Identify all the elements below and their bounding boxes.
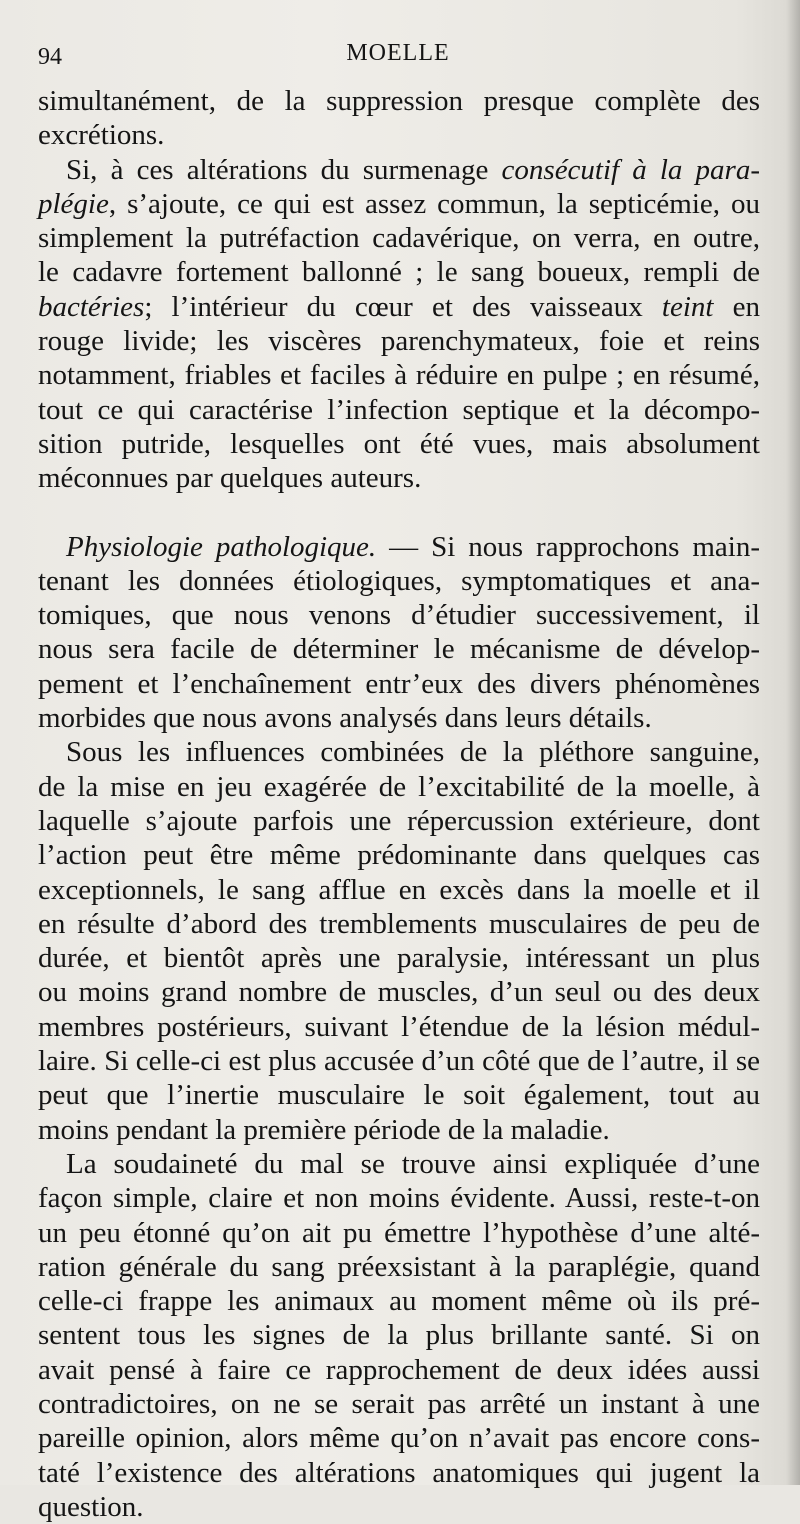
text-line: La soudaineté du mal se trouve ainsi expliquée d’une [66, 1147, 760, 1180]
page-edge-shadow [786, 0, 800, 1485]
paragraph-gap [38, 496, 760, 530]
text-run: — Si nous rapprochons main- [376, 530, 760, 563]
italic-run: teint [661, 290, 714, 323]
paragraph-5 [38, 1147, 760, 1524]
text-line: notamment, friables et faciles à réduire en pulpe ; en résumé, [38, 359, 760, 392]
text-line: contradictoires, on ne se serait pas arrêté un instant à une [38, 1387, 760, 1420]
italic-run: consécutif à la para- [501, 153, 760, 186]
text-line: sition putride, lesquelles ont été vues, mais absolument [38, 427, 760, 460]
italic-run: plégie [38, 187, 109, 220]
text-line: Sous les influences combinées de la pléthore sanguine, [66, 736, 760, 769]
text-line: taté l’existence des altérations anatomiques qui jugent la [38, 1456, 760, 1489]
text-line: laquelle s’ajoute parfois une répercussion extérieure, dont [38, 804, 760, 837]
text-run: en [713, 290, 760, 323]
text-line [38, 290, 760, 324]
page-header [38, 38, 758, 78]
text-run: , s’ajoute, ce qui est assez commun, la septicémie, ou [108, 187, 760, 220]
text-line: un peu étonné qu’on ait pu émettre l’hypothèse d’une alté- [38, 1216, 760, 1249]
text-line: ou moins grand nombre de muscles, d’un seul ou des deux [38, 976, 760, 1009]
text-line: sentent tous les signes de la plus brillante santé. Si on [38, 1319, 760, 1352]
text-line: tomiques, que nous venons d’étudier successivement, il [38, 599, 760, 632]
text-line: morbides que nous avons analysés dans leurs détails. [38, 702, 652, 735]
section-heading: Physiologie pathologique. [66, 530, 377, 563]
body-text [38, 84, 760, 1524]
text-line: le cadavre fortement ballonné ; le sang boueux, rempli de [38, 256, 760, 289]
paragraph-4 [38, 735, 760, 1147]
text-line: nous sera facile de déterminer le mécanisme de dévelop- [38, 633, 760, 666]
text-line: celle-ci frappe les animaux au moment même où ils pré- [38, 1285, 760, 1318]
text-line: l’action peut être même prédominante dans quelques cas [38, 839, 760, 872]
text-line: moins pendant la première période de la maladie. [38, 1113, 610, 1146]
text-line: façon simple, claire et non moins évidente. Aussi, reste-t-on [38, 1182, 760, 1215]
text-line: ration générale du sang préexsistant à la paraplégie, quand [38, 1250, 760, 1283]
text-line: peut que l’inertie musculaire le soit également, tout au [38, 1079, 760, 1112]
text-line: membres postérieurs, suivant l’étendue de la lésion médul- [38, 1010, 760, 1043]
paragraph-1 [38, 84, 760, 153]
text-line: méconnues par quelques auteurs. [38, 462, 422, 495]
text-line: exceptionnels, le sang afflue en excès dans la moelle et il [38, 873, 760, 906]
text-line: simultanément, de la suppression presque complète des [38, 85, 760, 117]
text-run: ; l’intérieur du cœur et des vaisseaux [144, 290, 662, 323]
text-line: de la mise en jeu exagérée de l’excitabilité de la moelle, à [38, 770, 760, 803]
text-line: laire. Si celle-ci est plus accusée d’un côté que de l’autre, il se [38, 1045, 760, 1078]
italic-run: bactéries [38, 290, 145, 323]
text-line: simplement la putréfaction cadavérique, on verra, en outre, [38, 222, 760, 255]
text-line [38, 187, 760, 221]
text-line: tout ce qui caractérise l’infection septique et la décompo- [38, 393, 760, 426]
running-title: MOELLE [346, 40, 450, 66]
paragraph-3 [38, 530, 760, 736]
text-line: pement et l’enchaînement entr’eux des divers phénomènes [38, 667, 760, 700]
paragraph-2 [38, 153, 760, 496]
text-line [38, 530, 760, 564]
text-line: excrétions. [38, 119, 165, 152]
text-line: tenant les données étiologiques, symptomatiques et ana- [38, 564, 760, 597]
text-line: durée, et bientôt après une paralysie, intéressant un plus [38, 942, 760, 975]
text-line: avait pensé à faire ce rapprochement de deux idées aussi [38, 1353, 760, 1386]
text-line [38, 153, 760, 187]
text-run: Si, à ces altérations du surmenage [66, 153, 502, 186]
text-line: rouge livide; les viscères parenchymateux, foie et reins [38, 325, 760, 358]
text-line: pareille opinion, alors même qu’on n’avait pas encore cons- [38, 1422, 760, 1455]
text-line: en résulte d’abord des tremblements musculaires de peu de [38, 907, 760, 940]
text-line: question. [38, 1490, 144, 1523]
page-number: 94 [38, 44, 62, 70]
